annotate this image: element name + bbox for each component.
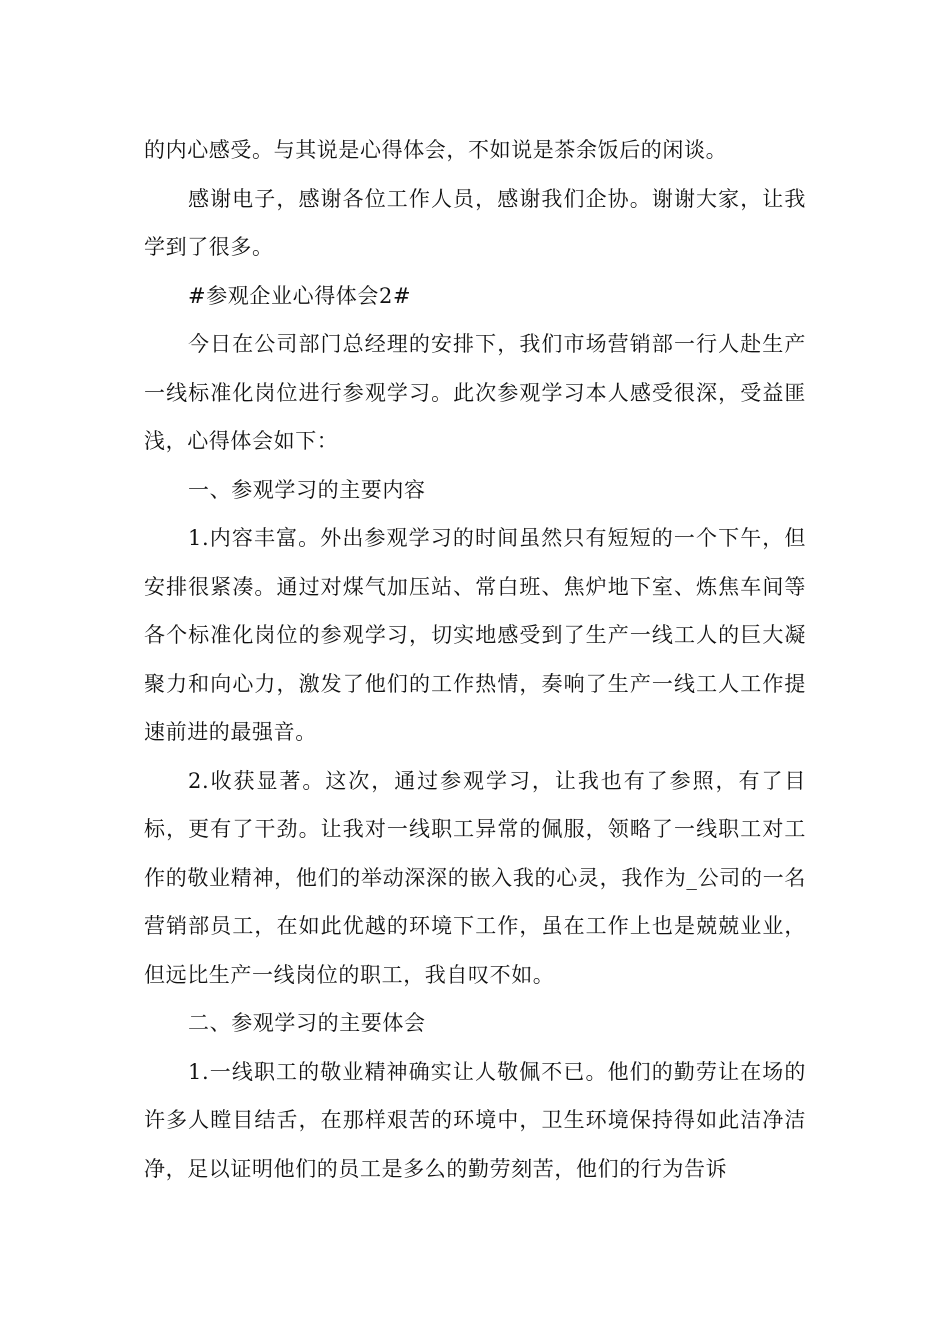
paragraph-gains: 2.收获显著。这次，通过参观学习，让我也有了参照，有了目标，更有了干劲。让我对一线职工异常的佩服，领略了一线职工对工作的敬业精神，他们的举动深深的嵌入我的心灵，我作为_公司的一名营销部员工，在如此优越的环境下工作，虽在工作上也是兢兢业业，但远比生产一线岗位的职工，我自叹不如。	[144, 768, 806, 987]
heading-main-content: 一、参观学习的主要内容	[188, 477, 426, 502]
paragraph-intro: 今日在公司部门总经理的安排下，我们市场营销部一行人赴生产一线标准化岗位进行参观学习。此次参观学习本人感受很深，受益匪浅，心得体会如下：	[144, 332, 806, 453]
paragraph-thanks: 感谢电子，感谢各位工作人员，感谢我们企协。谢谢大家，让我学到了很多。	[144, 186, 806, 259]
paragraph-content-rich: 1.内容丰富。外出参观学习的时间虽然只有短短的一个下午，但安排很紧凑。通过对煤气加压站、常白班、焦炉地下室、炼焦车间等各个标准化岗位的参观学习，切实地感受到了生产一线工人的巨大凝聚力和向心力，激发了他们的工作热情，奏响了生产一线工人工作提速前进的最强音。	[144, 526, 806, 744]
section-title: #参观企业心得体会2#	[188, 283, 412, 308]
paragraph-dedication: 1.一线职工的敬业精神确实让人敬佩不已。他们的勤劳让在场的许多人瞠目结舌，在那样艰苦的环境中，卫生环境保持得如此洁净洁净，足以证明他们的员工是多么的勤劳刻苦，他们的行为告诉	[144, 1059, 806, 1181]
heading-main-experience: 二、参观学习的主要体会	[188, 1011, 426, 1035]
paragraph-continuation: 的内心感受。与其说是心得体会，不如说是茶余饭后的闲谈。	[144, 138, 728, 162]
document-body	[144, 126, 806, 1193]
